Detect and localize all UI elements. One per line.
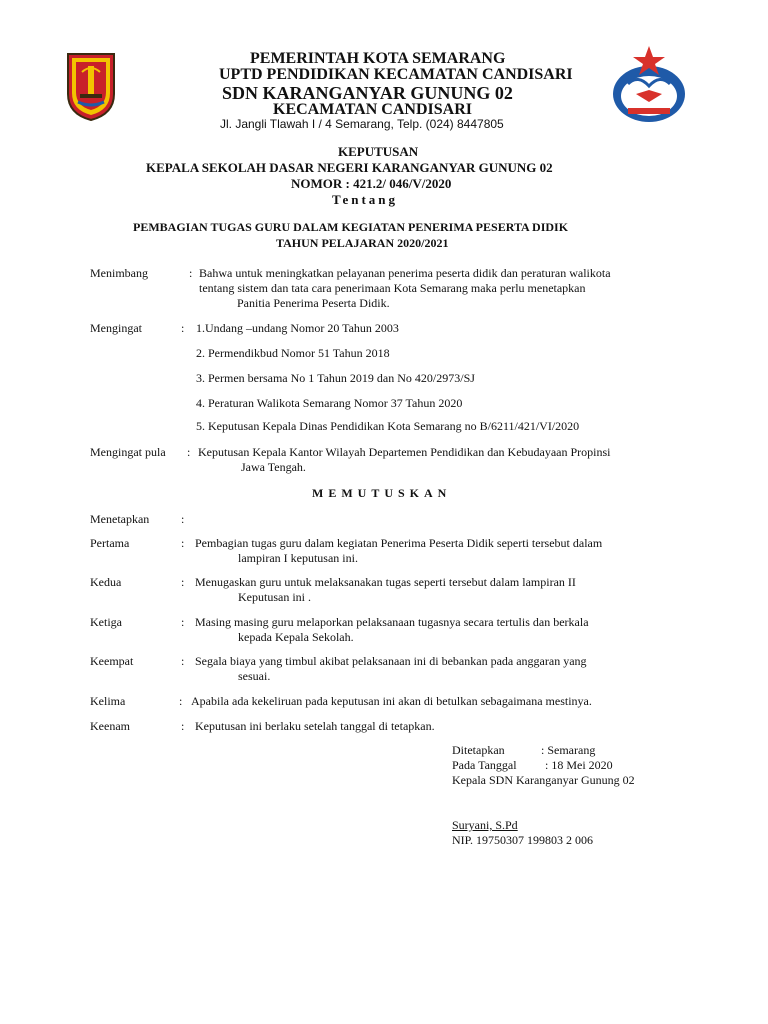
article-line-2: kepada Kepala Sekolah.	[238, 630, 354, 644]
signature-position: Kepala SDN Karanganyar Gunung 02	[452, 773, 635, 787]
article-label: Keempat	[90, 654, 134, 668]
menetapkan-colon: :	[181, 512, 185, 526]
article-line-1: Segala biaya yang timbul akibat pelaksanaan ini di bebankan pada anggaran yang	[195, 654, 587, 668]
article-colon: :	[181, 654, 185, 668]
article-colon: :	[181, 615, 185, 629]
decree-subject-line-1: PEMBAGIAN TUGAS GURU DALAM KEGIATAN PENERIMA PESERTA DIDIK	[133, 220, 569, 234]
decree-issuer: KEPALA SEKOLAH DASAR NEGERI KARANGANYAR GUNUNG 02	[146, 160, 553, 175]
article-line-2: lampiran I keputusan ini.	[238, 551, 358, 565]
menimbang-line-3: Panitia Penerima Peserta Didik.	[237, 296, 390, 310]
header-line-1: PEMERINTAH KOTA SEMARANG	[250, 50, 506, 67]
signature-nip: NIP. 19750307 199803 2 006	[452, 833, 594, 847]
decree-title: KEPUTUSAN	[338, 144, 419, 159]
mengingat-item: 2. Permendikbud Nomor 51 Tahun 2018	[196, 346, 390, 360]
article-label: Keenam	[90, 719, 130, 733]
mengingat-label: Mengingat	[90, 321, 142, 335]
article-colon: :	[181, 719, 185, 733]
right-logo-tut-wuri-emblem	[608, 44, 690, 126]
mengingat-item: 3. Permen bersama No 1 Tahun 2019 dan No 420/2973/SJ	[196, 371, 475, 385]
article-line-2: sesuai.	[238, 669, 271, 683]
menimbang-line-2: tentang sistem dan tata cara penerimaan Kota Semarang maka perlu menetapkan	[199, 281, 586, 295]
article-colon: :	[179, 694, 183, 708]
signature-place-label: Ditetapkan	[452, 743, 505, 757]
mengingat-item: 4. Peraturan Walikota Semarang Nomor 37 Tahun 2020	[196, 396, 463, 410]
menimbang-line-1: Bahwa untuk meningkatkan pelayanan penerima peserta didik dan peraturan walikota	[199, 266, 611, 280]
header-line-4: KECAMATAN CANDISARI	[273, 101, 472, 118]
mengingat-item: 1.Undang –undang Nomor 20 Tahun 2003	[196, 321, 399, 335]
header-line-2: UPTD PENDIDIKAN KECAMATAN CANDISARI	[219, 66, 573, 83]
article-label: Ketiga	[90, 615, 122, 629]
article-line-1: Keputusan ini berlaku setelah tanggal di tetapkan.	[195, 719, 435, 733]
signature-date-label: Pada Tanggal	[452, 758, 517, 772]
mengingat-pula-colon: :	[187, 445, 191, 459]
mengingat-colon: :	[181, 321, 185, 335]
decree-subject-line-2: TAHUN PELAJARAN 2020/2021	[276, 236, 449, 250]
signature-name: Suryani, S.Pd	[452, 818, 518, 832]
signature-date-value: : 18 Mei 2020	[545, 758, 613, 772]
left-logo-semarang-crest	[66, 52, 116, 122]
article-label: Pertama	[90, 536, 130, 550]
article-colon: :	[181, 536, 185, 550]
memutuskan-heading: MEMUTUSKAN	[312, 486, 452, 500]
menetapkan-label: Menetapkan	[90, 512, 150, 526]
menimbang-label: Menimbang	[90, 266, 148, 280]
header-address: Jl. Jangli Tlawah I / 4 Semarang, Telp. (024) 8447805	[220, 117, 504, 131]
mengingat-item: 5. Keputusan Kepala Dinas Pendidikan Kota Semarang no B/6211/421/VI/2020	[196, 419, 580, 433]
decree-about: Tentang	[332, 192, 399, 207]
article-label: Kelima	[90, 694, 126, 708]
mengingat-pula-label: Mengingat pula	[90, 445, 166, 459]
article-line-1: Menugaskan guru untuk melaksanakan tugas seperti tersebut dalam lampiran II	[195, 575, 576, 589]
mengingat-pula-line-1: Keputusan Kepala Kantor Wilayah Departemen Pendidikan dan Kebudayaan Propinsi	[198, 445, 611, 459]
article-colon: :	[181, 575, 185, 589]
header-school-name: SDN KARANGANYAR GUNUNG 02	[222, 83, 513, 103]
article-line-1: Masing masing guru melaporkan pelaksanaan tugasnya secara tertulis dan berkala	[195, 615, 589, 629]
article-line-1: Pembagian tugas guru dalam kegiatan Penerima Peserta Didik seperti tersebut dalam	[195, 536, 603, 550]
article-line-2: Keputusan ini .	[238, 590, 311, 604]
article-label: Kedua	[90, 575, 122, 589]
decree-number: NOMOR : 421.2/ 046/V/2020	[291, 176, 452, 191]
menimbang-colon: :	[189, 266, 193, 280]
article-line-1: Apabila ada kekeliruan pada keputusan ini akan di betulkan sebagaimana mestinya.	[191, 694, 592, 708]
signature-place-value: : Semarang	[541, 743, 596, 757]
mengingat-pula-line-2: Jawa Tengah.	[241, 460, 306, 474]
